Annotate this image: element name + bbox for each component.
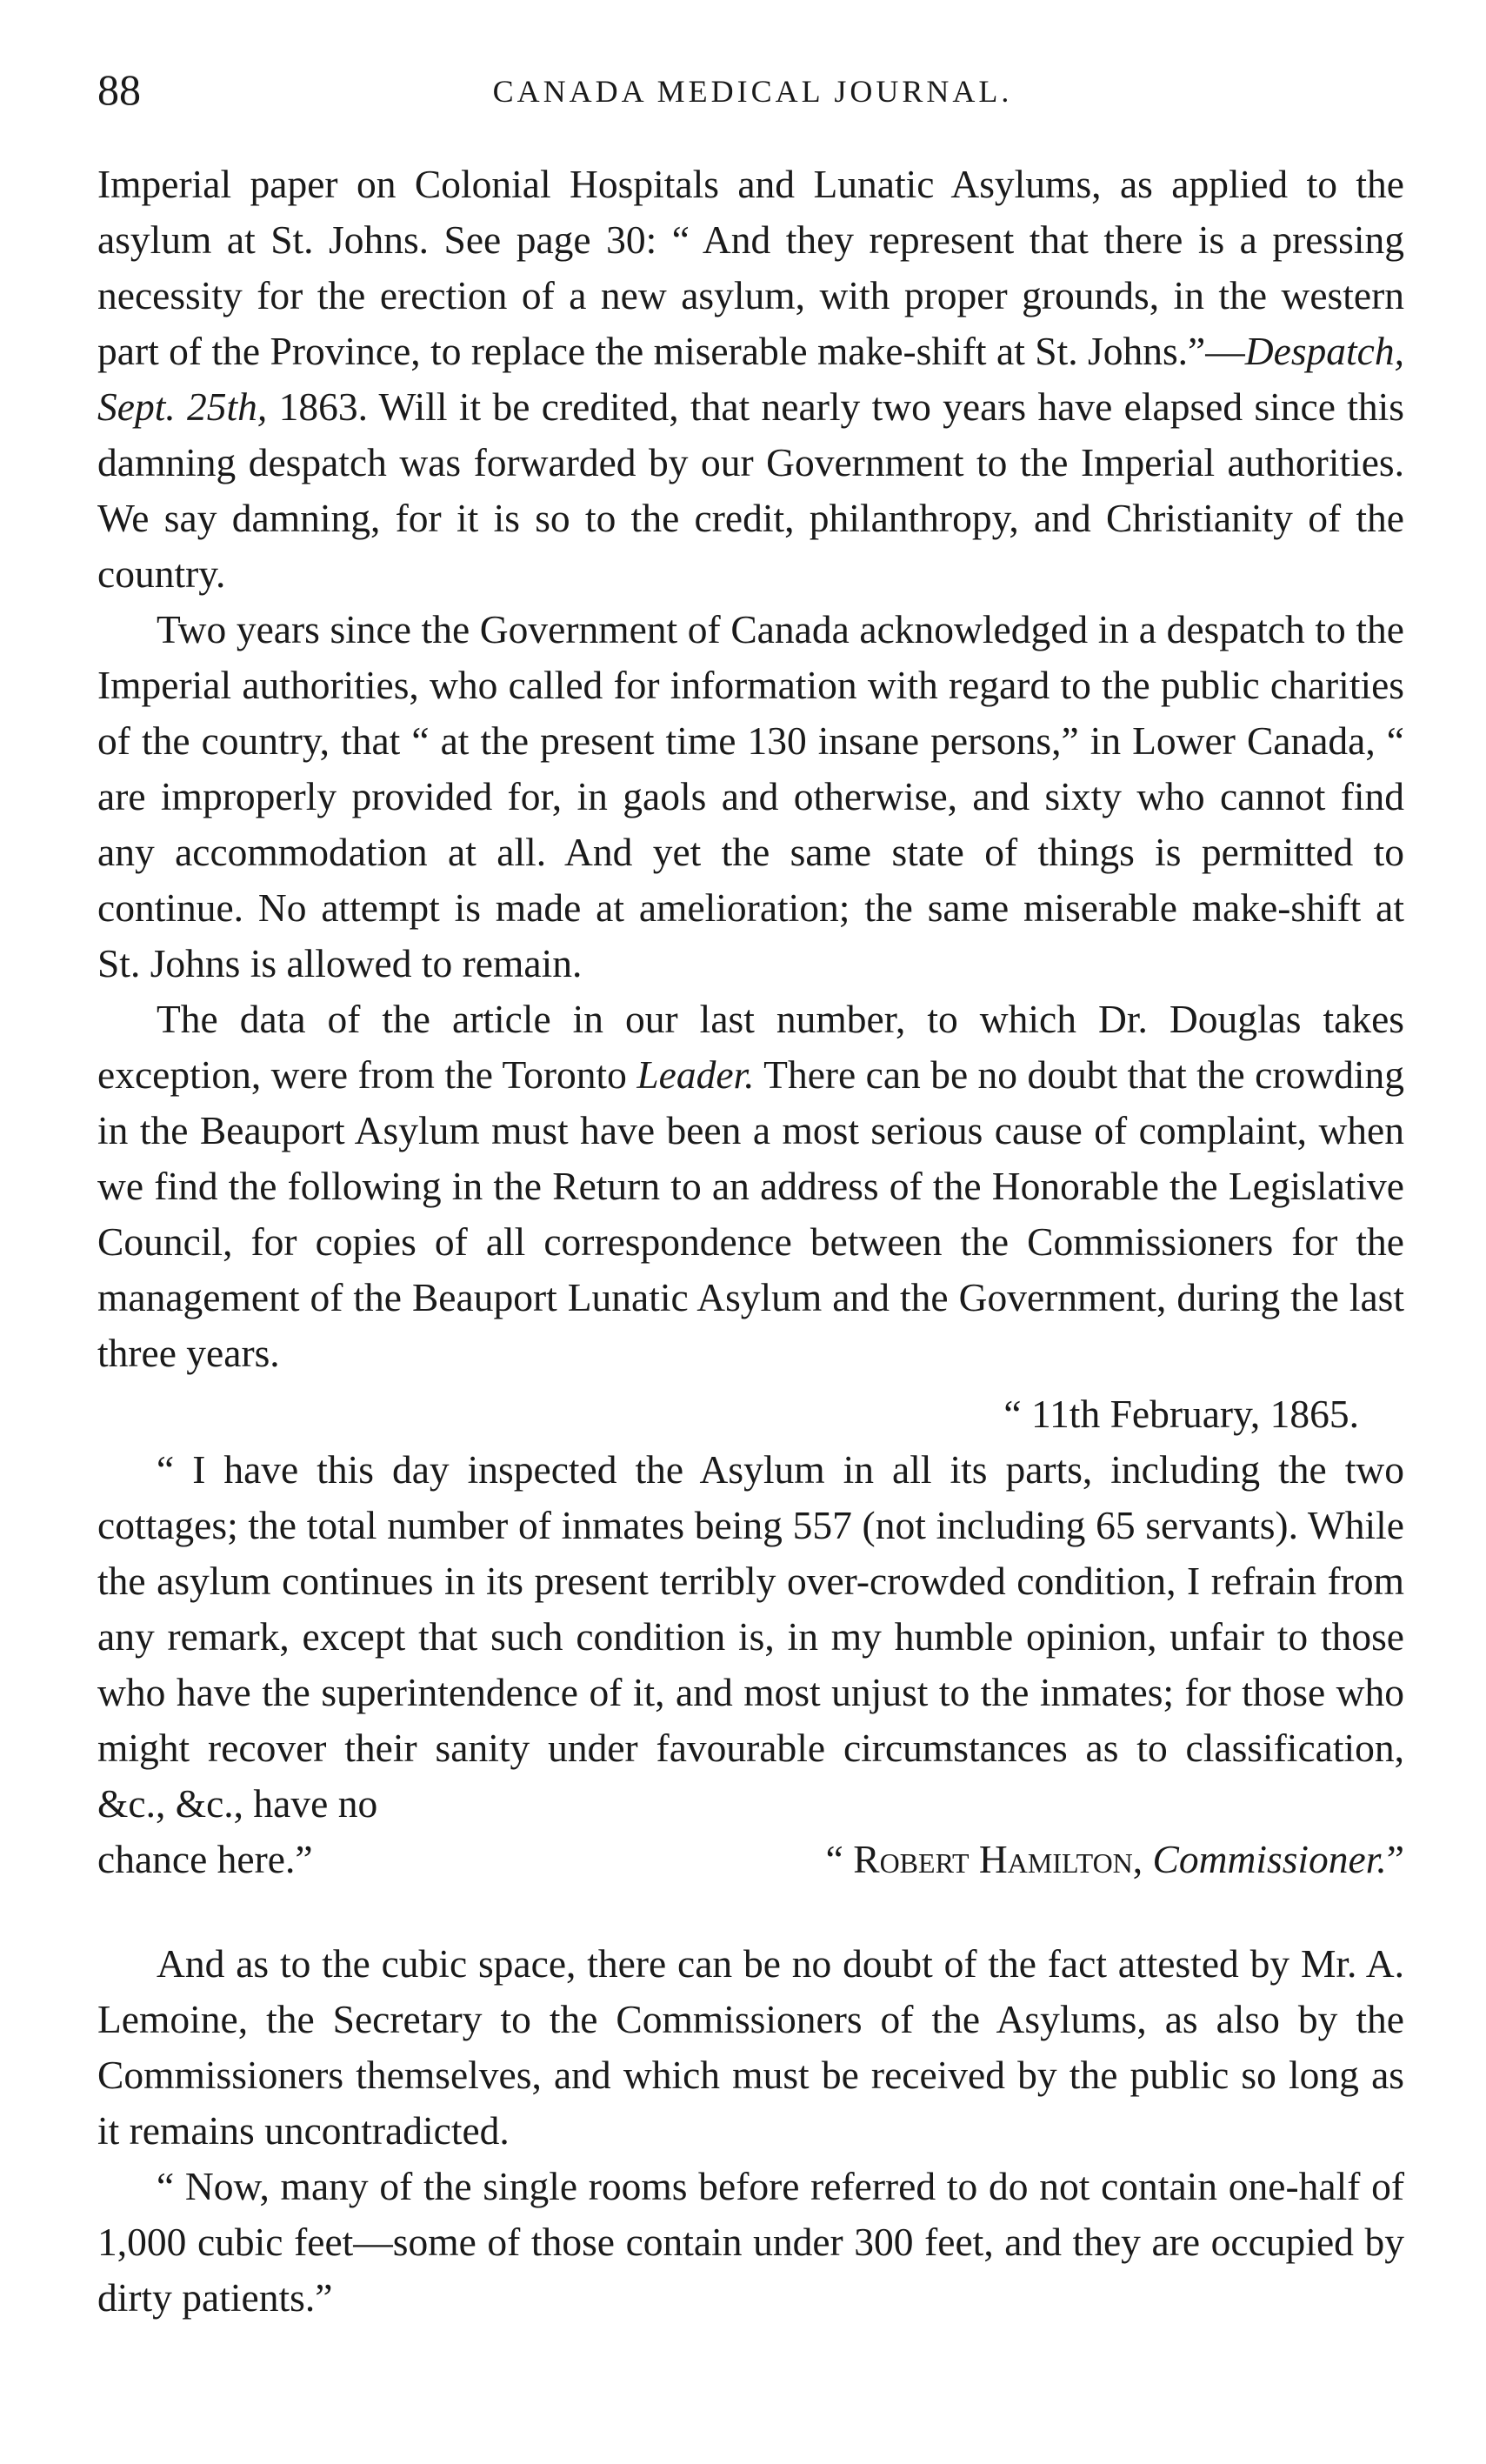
quote-signature-line [97,1832,1404,1887]
paragraph-4: And as to the cubic space, there can be no doubt of the fact attested by Mr. A. Lemoine, the Secretary to the Commissioners of the Asylums, as also by the Commissioners themselves, and which must be received by the public so long as it remains uncontradicted. [97,1941,1404,2153]
signature-title: Commissioner. [1152,1837,1387,1881]
article-body [97,157,1404,2326]
paragraph-5: “ Now, many of the single rooms before referred to do not contain one-half of 1,000 cubic feet—some of those contain under 300 feet, and they are occupied by dirty patients.” [97,2164,1404,2320]
page-header [97,64,1408,125]
signature-open-quote: “ [825,1837,854,1881]
running-title: CANADA MEDICAL JOURNAL. [492,74,1013,109]
paragraph-2: Two years since the Government of Canada acknowledged in a despatch to the Imperial authorities, who called for information with regard to the public charities of the country, that “ at the present time 130 insane persons,” in Lower Canada, “ are improperly provided for, in gaols and otherwise, and sixty who cannot find any accommodation at all. And yet the same state of things is permitted to continue. No attempt is made at amelioration; the same miserable make-shift at St. Johns is allowed to remain. [97,607,1404,985]
paragraph-1-text-end: 1863. Will it be credited, that nearly two years have elapsed since this damning despatch was forwarded by our Government to the Imperial authorities. We say damning, for it is so to the credit, philanthropy, and Christianity of the country. [97,384,1404,596]
page-number: 88 [97,65,141,114]
paragraph-1 [97,157,1404,602]
paragraph-3-text-end: There can be no doubt that the crowding in the Beauport Asylum must have been a most serious cause of complaint, when we find the following in the Return to an address of the Honorable the Legislative Council, for copies of all correspondence between the Commissioners for the management of the Beauport Lunatic Asylum and the Government, during the last three years. [97,1052,1405,1375]
paragraph-1-text: Imperial paper on Colonial Hospitals and Lunatic Asylums, as applied to the asylum at St. Johns. See page 30: “ And they represent that there is a pressing necessity for the erection of a new asylum, with proper grounds, in the western part of the Province, to replace the miserable make-shift at St. Johns.”— [97,162,1404,373]
signature-close-quote: ” [1386,1837,1404,1881]
paragraph-3 [97,992,1404,1381]
signature [826,1832,1404,1887]
inspection-quote: “ I have this day inspected the Asylum in all its parts, including the two cottages; the total number of inmates being 557 (not including 65 servants). While the asylum continues in its present terribly over-crowded condition, I refrain from any remark, except that such condition is, in my humble opinion, unfair to those who have the superintendence of it, and most unjust to the inmates; for those who might recover their sanity under favourable circumstances as to classification, &c., &c., have no [97,1447,1404,1826]
paragraph-3-text: The data of the article in our last number, to which Dr. Douglas takes exception, were from the Toronto [97,997,1404,1097]
paragraph-1-citation: Despatch, Sept. 25th, [97,329,1404,429]
quote-dateline: “ 11th February, 1865. [1003,1392,1359,1436]
section-gap [97,1887,1404,1936]
signature-name: Robert Hamilton, [853,1837,1143,1881]
paragraph-3-newspaper: Leader. [636,1052,755,1097]
quote-end: chance here.” [97,1837,313,1881]
